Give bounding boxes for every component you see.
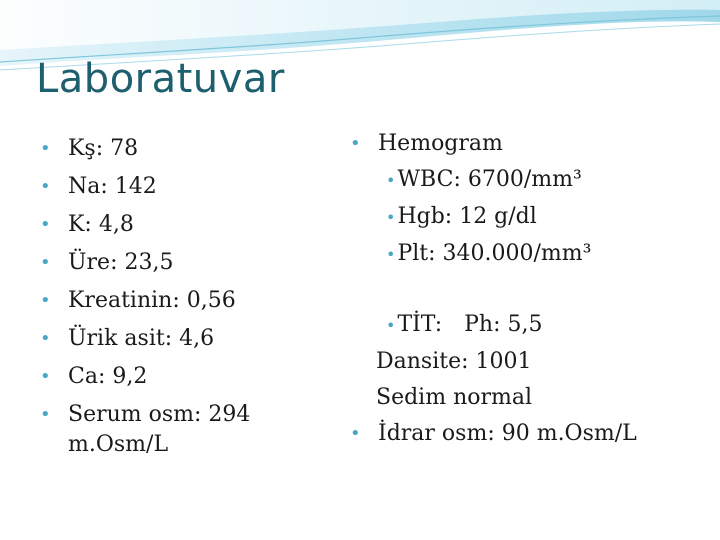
- tit-sedim: Sedim normal: [376, 385, 533, 410]
- idrar-osm-item: [350, 416, 710, 452]
- sub-bullet-icon: •: [386, 171, 396, 190]
- slide-title: Laboratuvar: [36, 56, 285, 102]
- list-item-text: Hgb: 12 g/dl: [397, 204, 537, 229]
- tit-dansite: Dansite: 1001: [376, 349, 532, 374]
- list-item: [40, 282, 300, 320]
- list-item-text: K: 4,8: [68, 212, 134, 237]
- bullet-icon: •: [40, 252, 51, 273]
- list-item-text: WBC: 6700/mm³: [397, 167, 582, 192]
- list-item: [40, 168, 300, 206]
- sub-bullet-icon: •: [386, 208, 396, 227]
- list-item: [350, 199, 710, 236]
- lab-values-list: [40, 130, 300, 460]
- hemogram-heading: [350, 126, 710, 162]
- bullet-icon: •: [40, 138, 51, 159]
- bullet-icon: •: [350, 133, 361, 154]
- list-item: [350, 236, 710, 273]
- bullet-icon: •: [40, 176, 51, 197]
- tit-ph-value: Ph: 5,5: [464, 312, 543, 337]
- list-item-text: Na: 142: [68, 174, 157, 199]
- list-item-text: Ürik asit: 4,6: [68, 326, 215, 351]
- bullet-icon: •: [40, 366, 51, 387]
- bullet-icon: •: [40, 290, 51, 311]
- hemogram-label: Hemogram: [378, 131, 503, 156]
- list-item: [40, 396, 300, 460]
- bullet-icon: •: [40, 328, 51, 349]
- list-item-text: Üre: 23,5: [68, 250, 174, 275]
- list-item: [40, 130, 300, 168]
- list-item-text: Kreatinin: 0,56: [68, 288, 236, 313]
- bullet-icon: •: [40, 214, 51, 235]
- idrar-osm-text: İdrar osm: 90 m.Osm/L: [378, 421, 637, 446]
- list-item: [40, 358, 300, 396]
- list-item: [40, 244, 300, 282]
- list-item-text: Ca: 9,2: [68, 364, 148, 389]
- list-item-text: Kş: 78: [68, 136, 139, 161]
- bullet-icon: •: [350, 423, 361, 444]
- list-item-text: Serum osm: 294 m.Osm/L: [68, 402, 251, 457]
- sub-bullet-icon: •: [386, 245, 396, 264]
- hemogram-urine-panel: [350, 126, 710, 452]
- list-item: [40, 206, 300, 244]
- list-item-text: Plt: 340.000/mm³: [397, 241, 592, 266]
- list-item: [40, 320, 300, 358]
- list-item: [350, 162, 710, 199]
- sub-bullet-icon: •: [386, 316, 396, 335]
- spacer: [350, 273, 710, 307]
- bullet-icon: •: [40, 404, 51, 425]
- tit-label: TİT:: [397, 312, 443, 337]
- tit-line: [350, 307, 710, 344]
